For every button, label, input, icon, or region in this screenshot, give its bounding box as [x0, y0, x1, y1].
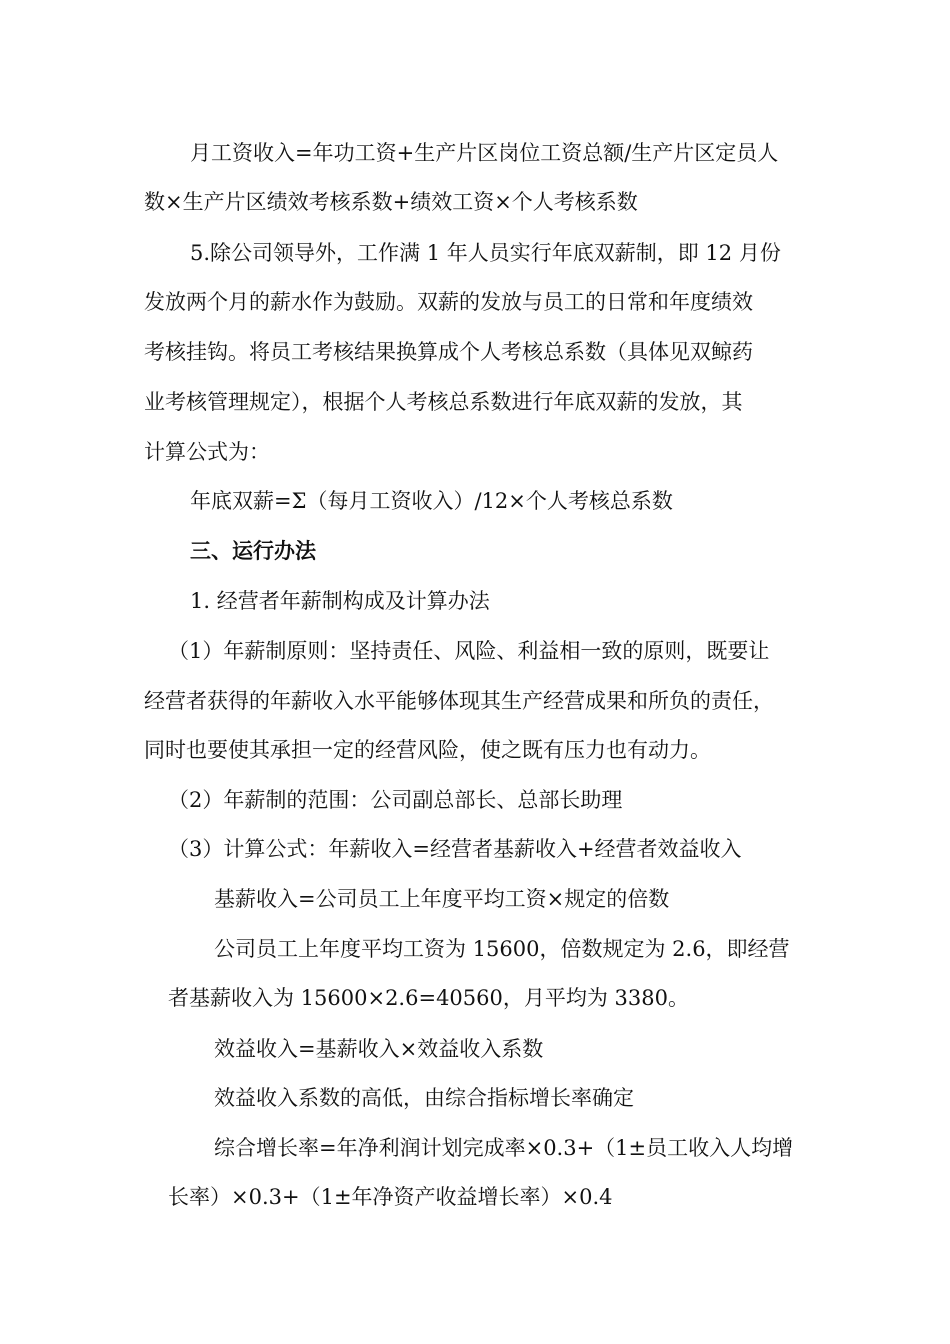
subsection-heading: 1. 经营者年薪制构成及计算办法 — [190, 589, 490, 613]
text-line-12: 经营者获得的年薪收入水平能够体现其生产经营成果和所负的责任， — [144, 689, 774, 713]
text-line-17: 公司员工上年度平均工资为 15600，倍数规定为 2.6，即经营 — [214, 937, 790, 961]
text-line-1: 月工资收入=年功工资+生产片区岗位工资总额/生产片区定员人 — [190, 141, 779, 165]
text-line-15: （3）计算公式：年薪收入=经营者基薪收入+经营者效益收入 — [168, 837, 742, 861]
section-heading: 三、运行办法 — [190, 538, 316, 563]
text-line-22: 长率）×0.3+（1±年净资产收益增长率）×0.4 — [168, 1185, 613, 1209]
text-line-5: 考核挂钩。将员工考核结果换算成个人考核总系数（具体见双鲸药 — [144, 340, 753, 364]
text-line-11: （1）年薪制原则：坚持责任、风险、利益相一致的原则，既要让 — [168, 639, 770, 663]
text-line-3: 5.除公司领导外，工作满 1 年人员实行年底双薪制，即 12 月份 — [190, 241, 781, 265]
text-line-7: 计算公式为： — [144, 440, 270, 464]
text-line-16: 基薪收入=公司员工上年度平均工资×规定的倍数 — [214, 887, 670, 911]
text-line-20: 效益收入系数的高低，由综合指标增长率确定 — [214, 1086, 634, 1110]
text-line-19: 效益收入=基薪收入×效益收入系数 — [214, 1037, 544, 1061]
text-line-18: 者基薪收入为 15600×2.6=40560，月平均为 3380。 — [168, 986, 689, 1010]
text-line-14: （2）年薪制的范围：公司副总部长、总部长助理 — [168, 788, 623, 812]
text-line-21: 综合增长率=年净利润计划完成率×0.3+（1±员工收入人均增 — [214, 1136, 794, 1160]
text-line-8: 年底双薪=Σ（每月工资收入）/12×个人考核总系数 — [190, 489, 673, 513]
text-line-13: 同时也要使其承担一定的经营风险，使之既有压力也有动力。 — [144, 738, 711, 762]
text-line-4: 发放两个月的薪水作为鼓励。双薪的发放与员工的日常和年度绩效 — [144, 290, 753, 314]
text-line-6: 业考核管理规定），根据个人考核总系数进行年底双薪的发放，其 — [144, 390, 743, 414]
text-line-2: 数×生产片区绩效考核系数+绩效工资×个人考核系数 — [144, 190, 638, 214]
